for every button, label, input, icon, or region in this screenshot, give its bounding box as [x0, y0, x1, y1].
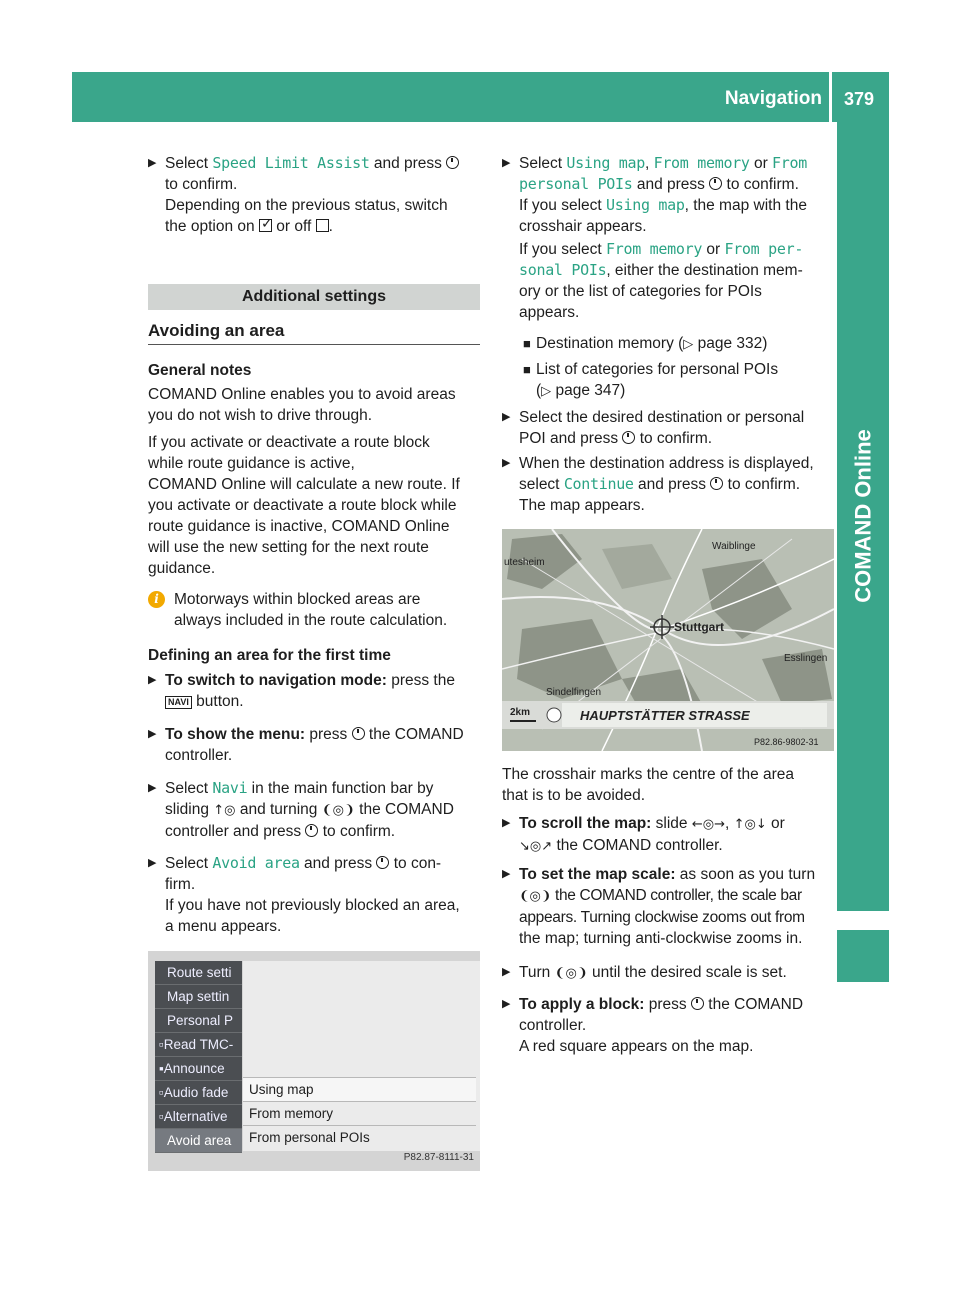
menu-code: From per‐: [724, 240, 804, 258]
bullet-item: ■ Destination memory (▷ page 332): [523, 335, 768, 352]
paragraph: The crosshair marks the centre of the area that is to be avoided.: [502, 766, 795, 804]
step-arrow-icon: ▶: [502, 457, 511, 469]
step-arrow-icon: ▶: [502, 411, 511, 423]
info-note: i Motorways within blocked areas are always included in the route calculation.: [148, 589, 484, 631]
menu-item: Map settin: [155, 985, 242, 1009]
menu-code: Speed Limit Assist: [212, 154, 370, 172]
step-arrow-icon: ▶: [502, 966, 511, 978]
subheading-general-notes: General notes: [148, 362, 252, 379]
press-controller-icon: [709, 177, 722, 190]
menu-code: Continue: [563, 475, 634, 493]
menu-item: Route setti: [155, 961, 242, 985]
heading: Avoiding an area: [148, 321, 285, 340]
divider: [148, 344, 480, 345]
step-arrow-icon: ▶: [148, 157, 157, 169]
press-controller-icon: [710, 477, 723, 490]
slide-controller-icon: ↑◎: [213, 803, 236, 818]
press-controller-icon: [691, 997, 704, 1010]
map-city-label: Sindelfingen: [546, 687, 602, 698]
menu-code: Navi: [212, 779, 248, 797]
map-scale-label: 2km: [510, 707, 531, 718]
map-image: [502, 529, 834, 751]
map-city-label: Stuttgart: [674, 620, 724, 634]
step-arrow-icon: ▶: [502, 868, 511, 880]
step-navigation-mode: ▶ To switch to navigation mode: press the NAVI button.: [148, 672, 455, 710]
menu-item: ▫Audio fade: [155, 1081, 242, 1105]
step-arrow-icon: ▶: [502, 157, 511, 169]
menu-screenshot: [148, 951, 480, 1171]
menu-item-selected: Avoid area: [155, 1129, 242, 1153]
checkbox-on-icon: [259, 219, 272, 232]
turn-controller-icon: ❨◎❩: [554, 966, 588, 981]
menu-code: From memory: [606, 240, 703, 258]
menu-code: From memory: [653, 154, 750, 172]
section-bar: Additional settings: [148, 284, 480, 310]
press-controller-icon: [352, 727, 365, 740]
step-select-destination: ▶ Select the desired destination or personal POI and press to confirm.: [502, 409, 805, 447]
step-scroll-map: ▶ To scroll the map: slide ←◎→, ↑◎↓ or ↘◎↗ the COMAND controller.: [502, 815, 785, 854]
turn-controller-icon: ❨◎❩: [519, 889, 552, 904]
menu-code: sonal POIs: [519, 261, 607, 279]
paragraph: COMAND Online enables you to avoid areas you do not wish to drive through.: [148, 386, 456, 424]
side-tab-label: COMAND Online: [850, 429, 876, 603]
step-select-source: ▶ Select Using map, From memory or From personal POIs and press to confirm. If you select Using map, the map with the crosshair appears. If you select From memory or From per‐ sonal POIs, either the destination mem- ory or the list of categories for POIs appears.: [502, 154, 807, 321]
press-controller-icon: [622, 431, 635, 444]
step-arrow-icon: ▶: [502, 998, 511, 1010]
step-arrow-icon: ▶: [148, 728, 157, 740]
menu-left-panel: [155, 961, 242, 1151]
step-show-menu: ▶ To show the menu: press the COMAND controller.: [148, 726, 464, 764]
step-select-navi: ▶ Select Navi in the main function bar by sliding ↑◎ and turning ❨◎❩ the COMAND controller and press to confirm.: [148, 779, 454, 840]
map-city-label: utesheim: [504, 557, 545, 568]
submenu-item: From personal POIs: [243, 1125, 476, 1149]
menu-item: ▪Announce: [155, 1057, 242, 1081]
page-number: 379: [843, 89, 875, 109]
menu-code: Using map: [606, 196, 685, 214]
slide-horizontal-icon: ←◎→: [691, 817, 725, 832]
menu-code: From: [772, 154, 807, 172]
bullet-icon: ■: [523, 336, 531, 351]
press-controller-icon: [376, 856, 389, 869]
menu-item: ▫Read TMC-: [155, 1033, 242, 1057]
subheading-defining: Defining an area for the first time: [148, 647, 391, 664]
press-controller-icon: [305, 824, 318, 837]
page-ref-arrow-icon: ▷: [683, 337, 694, 352]
step-apply-block: ▶ To apply a block: press the COMAND controller. A red square appears on the map.: [502, 996, 804, 1055]
step-continue: ▶ When the destination address is displayed, select Continue and press to confirm. The map appears.: [502, 455, 814, 514]
map-city-label: Esslingen: [784, 653, 828, 664]
navi-button-icon: NAVI: [165, 696, 192, 709]
menu-right-panel: [243, 961, 480, 1151]
submenu-item: Using map: [243, 1077, 476, 1101]
menu-item: Personal P: [155, 1009, 242, 1033]
side-tab-marker: [837, 930, 889, 982]
page-ref-arrow-icon: ▷: [541, 384, 552, 399]
press-controller-icon: [446, 156, 459, 169]
bullet-icon: ■: [523, 362, 531, 377]
bullet-item: ■ List of categories for personal POIs (▷ page 347): [523, 361, 779, 399]
menu-code: Avoid area: [212, 854, 300, 872]
map-city-label: Waiblinge: [712, 541, 756, 552]
step-turn-scale: ▶ Turn ❨◎❩ until the desired scale is set.: [502, 964, 787, 981]
menu-item: ▫Alternative: [155, 1105, 242, 1129]
header-separator: [829, 72, 832, 122]
image-code: P82.86-9802-31: [754, 737, 819, 747]
slide-vertical-icon: ↑◎↓: [733, 817, 767, 832]
chapter-title: Navigation: [724, 88, 822, 109]
map-screenshot: [502, 529, 834, 751]
step-set-scale: ▶ To set the map scale: as soon as you turn ❨◎❩ the COMAND controller, the scale bar appears. Turning clockwise zooms out from the map; turning anti-clockwise zooms in.: [502, 866, 816, 947]
paragraph: If you activate or deactivate a route block while route guidance is active, COMAND Online will calculate a new route. If you activate or deactivate a route block while route guidance is inactive, COMAND Online will use the new setting for the next route guidance.: [148, 434, 460, 577]
map-street-name: HAUPTSTÄTTER STRASSE: [580, 708, 750, 723]
step-arrow-icon: ▶: [502, 817, 511, 829]
submenu-item: From memory: [243, 1101, 476, 1125]
step-arrow-icon: ▶: [148, 782, 157, 794]
step-arrow-icon: ▶: [148, 674, 157, 686]
step-arrow-icon: ▶: [148, 857, 157, 869]
info-icon: i: [148, 591, 165, 608]
slide-diagonal-icon: ↘◎↗: [519, 839, 553, 854]
turn-controller-icon: ❨◎❩: [321, 803, 355, 818]
step-select-avoid-area: ▶ Select Avoid area and press to con- firm. If you have not previously blocked an area, a menu appears.: [148, 854, 460, 935]
menu-code: personal POIs: [519, 175, 633, 193]
image-code: P82.87-8111-31: [403, 1152, 474, 1163]
step-select-speed-limit: ▶ Select Speed Limit Assist and press to confirm. Depending on the previous status, switch the option on ✓ or off .: [148, 153, 484, 237]
checkbox-off-icon: [316, 219, 329, 232]
menu-code: Using map: [566, 154, 645, 172]
